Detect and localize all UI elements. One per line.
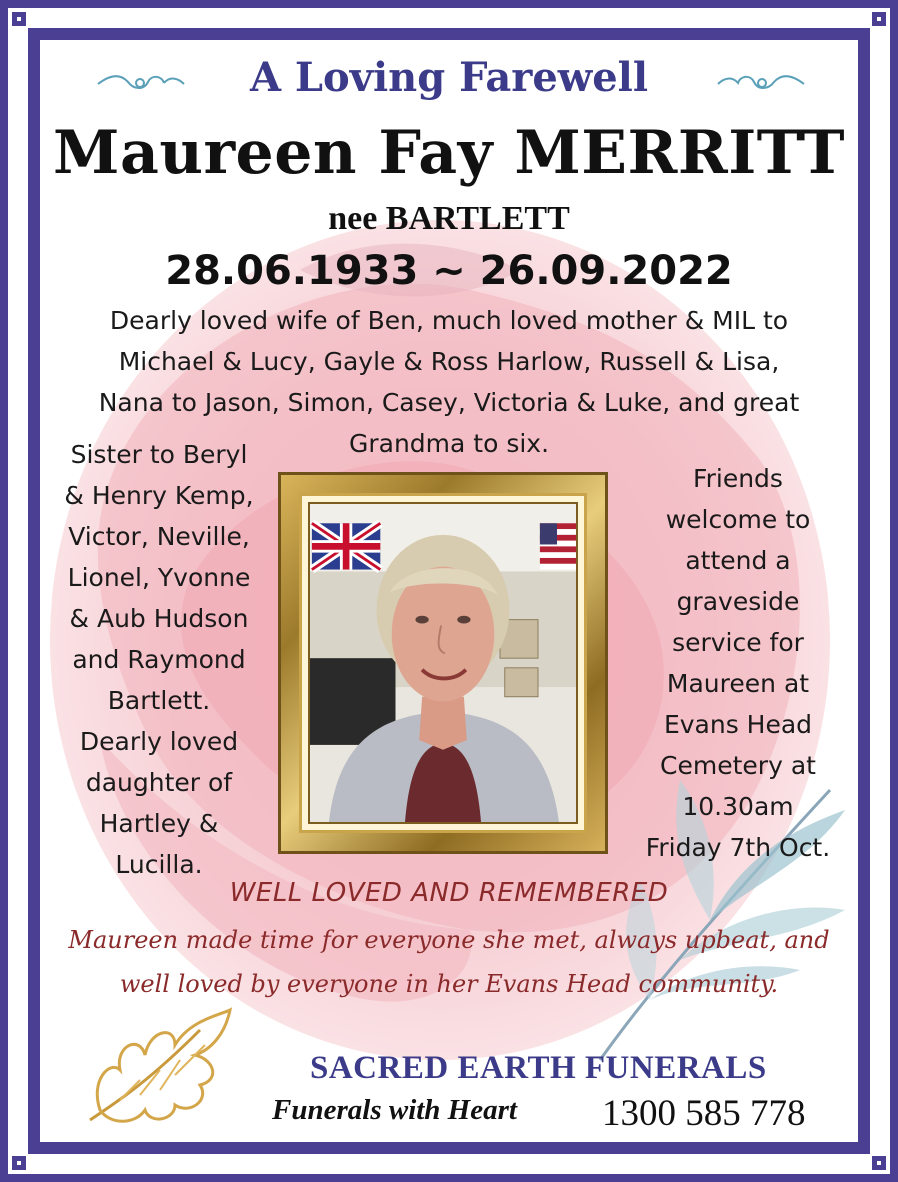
service-line: Cemetery at xyxy=(660,751,816,780)
notice-tagline: A Loving Farewell xyxy=(249,54,649,101)
service-line: graveside xyxy=(676,587,800,616)
photo-frame xyxy=(278,472,608,854)
siblings-line: Bartlett. xyxy=(107,686,211,715)
life-dates: 28.06.1933 ~ 26.09.2022 xyxy=(165,248,733,294)
frame-inner xyxy=(299,493,587,833)
remembrance-line: well loved by everyone in her Evans Head community. xyxy=(119,970,779,998)
funeral-home-tagline: Funerals with Heart xyxy=(272,1094,517,1126)
service-line: Friday 7th Oct. xyxy=(645,833,831,862)
service-line: 10.30am xyxy=(682,792,794,821)
portrait-photo-image xyxy=(310,504,576,822)
siblings-line: Hartley & xyxy=(99,809,219,838)
family-line: Dearly loved wife of Ben, much loved mother & MIL to xyxy=(109,306,789,335)
remembrance-title: WELL LOVED AND REMEMBERED xyxy=(229,878,669,908)
service-line: service for xyxy=(672,628,804,657)
deceased-name: Maureen Fay MERRITT xyxy=(53,118,845,188)
maiden-name: nee BARTLETT xyxy=(328,200,570,237)
siblings-line: Victor, Neville, xyxy=(68,522,250,551)
siblings-line: & Aub Hudson xyxy=(69,604,249,633)
funeral-home-phone: 1300 585 778 xyxy=(602,1093,806,1134)
service-line: welcome to xyxy=(665,505,811,534)
service-line: Maureen at xyxy=(666,669,810,698)
siblings-paragraph xyxy=(46,434,272,885)
siblings-line: Lionel, Yvonne xyxy=(67,563,251,592)
corner-ornament xyxy=(872,12,886,26)
notice-panel xyxy=(40,40,858,1142)
siblings-line: Sister to Beryl xyxy=(70,440,248,469)
funeral-home-name: SACRED EARTH FUNERALS xyxy=(310,1050,767,1086)
portrait-photo xyxy=(308,502,578,824)
siblings-line: Dearly loved xyxy=(79,727,239,756)
family-line: Nana to Jason, Simon, Casey, Victoria & Luke, and great xyxy=(98,388,800,417)
service-line: Evans Head xyxy=(663,710,813,739)
family-line: Grandma to six. xyxy=(348,429,550,458)
siblings-line: Lucilla. xyxy=(115,850,203,879)
siblings-line: daughter of xyxy=(85,768,233,797)
service-line: attend a xyxy=(685,546,791,575)
oak-leaf-icon xyxy=(80,1000,250,1130)
family-line: Michael & Lucy, Gayle & Ross Harlow, Russell & Lisa, xyxy=(118,347,780,376)
service-paragraph xyxy=(630,458,846,868)
corner-ornament xyxy=(12,1156,26,1170)
service-line: Friends xyxy=(693,464,783,493)
siblings-line: & Henry Kemp, xyxy=(64,481,254,510)
corner-ornament xyxy=(872,1156,886,1170)
remembrance-line: Maureen made time for everyone she met, always upbeat, and xyxy=(68,926,830,954)
siblings-line: and Raymond xyxy=(72,645,246,674)
corner-ornament xyxy=(12,12,26,26)
